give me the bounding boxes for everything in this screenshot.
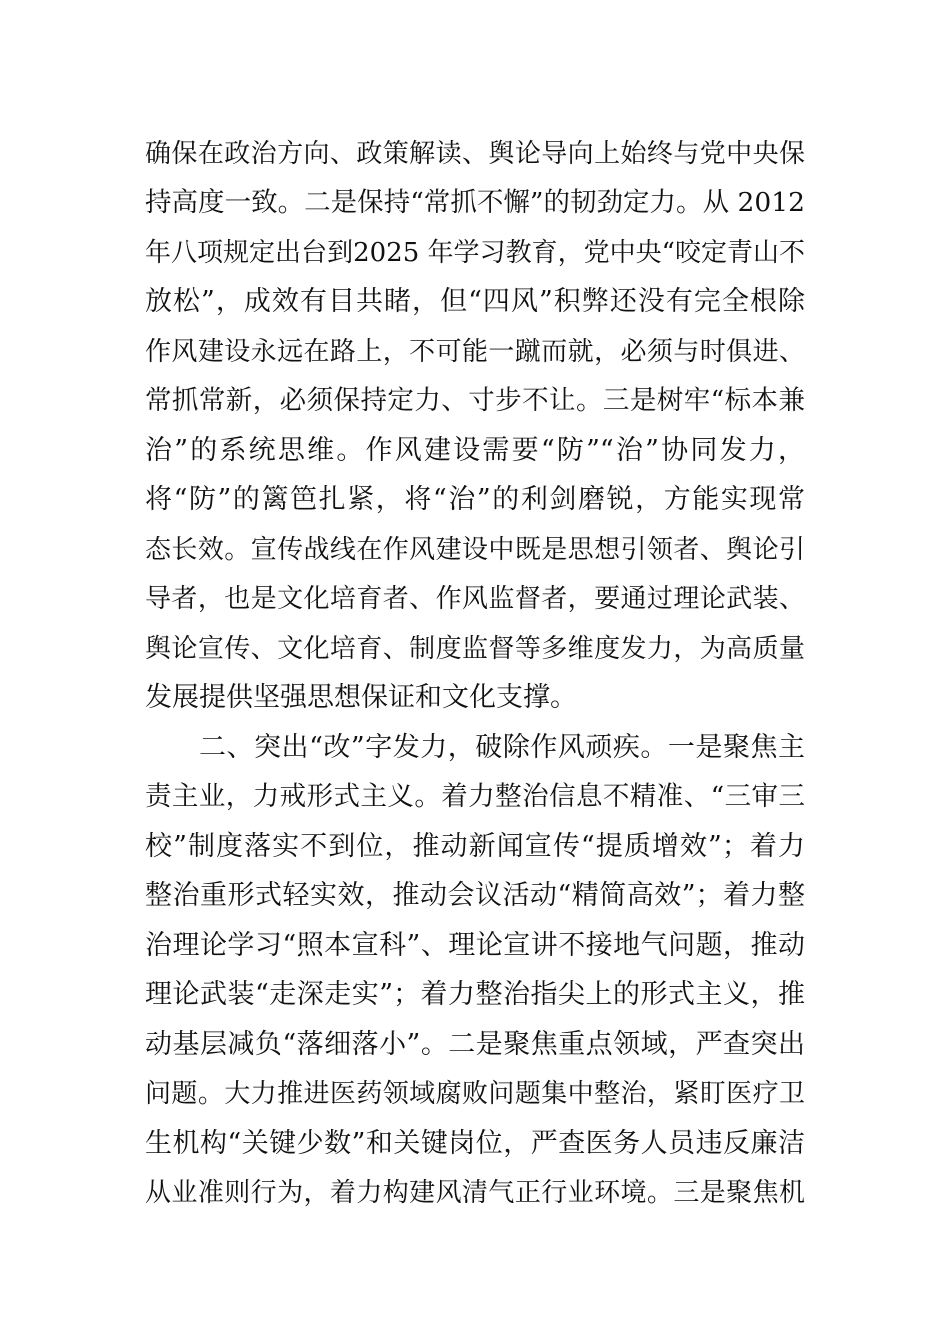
- text-line: 理论武装“走深走实”；着力整治指尖上的形式主义，推: [145, 979, 805, 1010]
- text-line: 常抓常新，必须保持定力、寸步不让。三是树牢“标本兼: [145, 385, 805, 416]
- text-line: 将“防”的篱笆扎紧，将“治”的利剑磨锐，方能实现常: [145, 484, 805, 515]
- text-line: 持高度一致。二是保持“常抓不懈”的韧劲定力。从 2012: [145, 187, 805, 218]
- text-line: 问题。大力推进医药领域腐败问题集中整治，紧盯医疗卫: [145, 1079, 805, 1109]
- text-line: 舆论宣传、文化培育、制度监督等多维度发力，为高质量: [145, 634, 805, 664]
- text-line: 校”制度落实不到位，推动新闻宣传“提质增效”；着力: [145, 831, 805, 862]
- text-line: 从业准则行为，着力构建风清气正行业环境。三是聚焦机: [145, 1178, 805, 1208]
- text-line: 态长效。宣传战线在作风建设中既是思想引领者、舆论引: [145, 535, 805, 565]
- text-line: 作风建设永远在路上，不可能一蹴而就，必须与时俱进、: [145, 337, 805, 367]
- text-line: 动基层减负“落细落小”。二是聚焦重点领域，严查突出: [145, 1029, 805, 1060]
- text-line: 二、突出“改”字发力，破除作风顽疾。一是聚焦主: [199, 732, 805, 763]
- text-line: 导者，也是文化培育者、作风监督者，要通过理论武装、: [145, 584, 805, 614]
- text-line: 发展提供坚强思想保证和文化支撑。: [145, 682, 577, 713]
- text-line: 放松”，成效有目共睹，但“四风”积弊还没有完全根除: [145, 286, 805, 317]
- text-line: 年八项规定出台到2025 年学习教育，党中央“咬定青山不: [145, 238, 805, 268]
- text-line: 治理论学习“照本宣科”、理论宣讲不接地气问题，推动: [145, 930, 805, 961]
- text-line: 整治重形式轻实效，推动会议活动“精简高效”；着力整: [145, 880, 805, 911]
- text-line: 治”的系统思维。作风建设需要“防”“治”协同发力，: [145, 435, 805, 466]
- text-line: 责主业，力戒形式主义。着力整治信息不精准、“三审三: [145, 781, 805, 812]
- text-line: 生机构“关键少数”和关键岗位，严查医务人员违反廉洁: [145, 1128, 805, 1159]
- text-line: 确保在政治方向、政策解读、舆论导向上始终与党中央保: [145, 139, 805, 169]
